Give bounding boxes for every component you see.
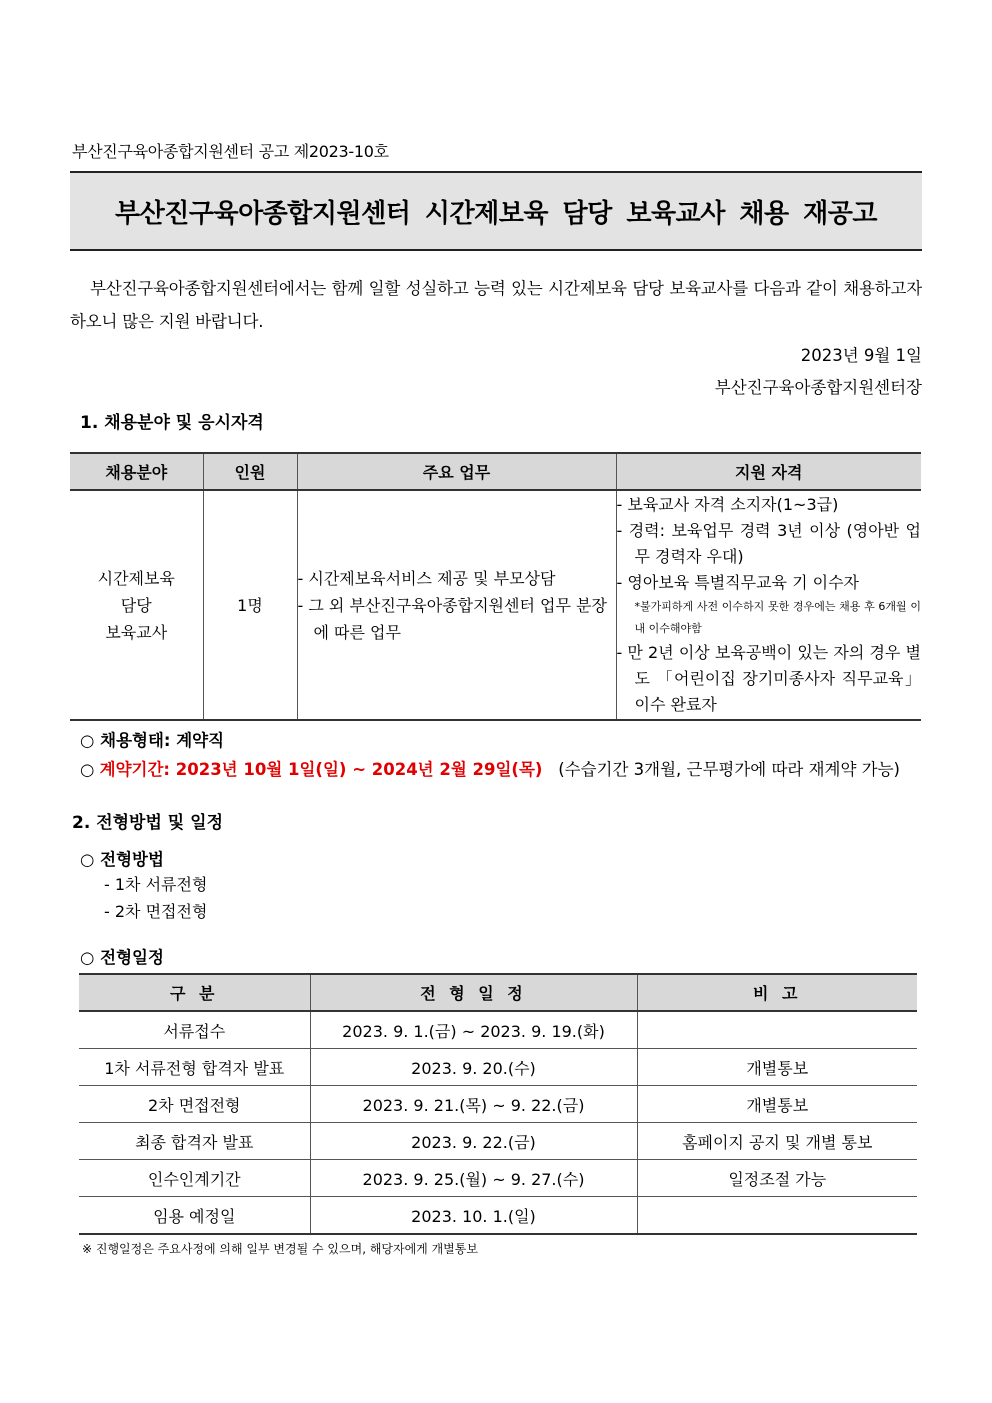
table-row	[79, 1049, 917, 1086]
recruitment-table	[70, 452, 921, 721]
schedule-date: 2023. 10. 1.(일)	[310, 1197, 637, 1235]
qualification-item: - 영아보육 특별직무교육 기 이수자	[616, 573, 860, 592]
method-item: - 1차 서류전형	[104, 875, 208, 894]
section1-heading: 1. 채용분야 및 응시자격	[80, 413, 264, 433]
schedule-date: 2023. 9. 22.(금)	[310, 1123, 637, 1160]
schedule-date: 2023. 9. 1.(금) ~ 2023. 9. 19.(화)	[310, 1011, 637, 1049]
schedule-note: 홈페이지 공지 및 개별 통보	[637, 1123, 917, 1160]
schedule-item: 최종 합격자 발표	[79, 1123, 310, 1160]
schedule-date: 2023. 9. 20.(수)	[310, 1049, 637, 1086]
schedule-heading: ○ 전형일정	[80, 948, 164, 967]
col-qualifications: 지원 자격	[616, 453, 921, 490]
field-line: 담당	[120, 595, 152, 615]
col-field: 채용분야	[70, 453, 203, 490]
col-count: 인원	[203, 453, 297, 490]
contract-period: 계약기간: 2023년 10월 1일(일) ~ 2024년 2월 29일(목)	[99, 760, 543, 779]
schedule-note: 개별통보	[637, 1049, 917, 1086]
table-row	[79, 1123, 917, 1160]
contract-note: (수습기간 3개월, 근무평가에 따라 재계약 가능)	[558, 760, 900, 779]
method-heading: ○ 전형방법	[80, 850, 164, 869]
count-cell: 1명	[203, 490, 297, 720]
table-row	[70, 490, 921, 720]
duties-cell	[297, 490, 616, 720]
col-duties: 주요 업무	[297, 453, 616, 490]
qualification-item: - 보육교사 자격 소지자(1~3급)	[616, 495, 839, 514]
signer: 부산진구육아종합지원센터장	[714, 378, 922, 397]
table-header-row	[79, 974, 917, 1011]
notice-date: 2023년 9월 1일	[800, 346, 922, 365]
qualification-item: - 만 2년 이상 보육공백이 있는 자의 경우 별도 「어린이집 장기미종사자 직무교육」이수 완료자	[616, 643, 921, 714]
qualifications-cell	[616, 490, 921, 720]
schedule-date: 2023. 9. 21.(목) ~ 9. 22.(금)	[310, 1086, 637, 1123]
employment-type: ○ 채용형태: 계약직	[80, 731, 225, 750]
duty-item: - 그 외 부산진구육아종합지원센터 업무 분장에 따른 업무	[297, 595, 607, 642]
schedule-item: 1차 서류전형 합격자 발표	[79, 1049, 310, 1086]
col-note: 비 고	[637, 974, 917, 1011]
table-row	[79, 1160, 917, 1197]
schedule-table	[79, 973, 917, 1235]
table-row	[79, 1011, 917, 1049]
page-title: 부산진구육아종합지원센터 시간제보육 담당 보육교사 채용 재공고	[114, 198, 877, 229]
schedule-note	[637, 1197, 917, 1235]
field-cell	[70, 490, 203, 720]
schedule-note: 일정조절 가능	[637, 1160, 917, 1197]
duty-item: - 시간제보육서비스 제공 및 부모상담	[297, 568, 556, 588]
schedule-note: 개별통보	[637, 1086, 917, 1123]
schedule-item: 2차 면접전형	[79, 1086, 310, 1123]
footnote: ※ 진행일정은 주요사정에 의해 일부 변경될 수 있으며, 해당자에게 개별통보	[82, 1242, 478, 1256]
field-line: 시간제보육	[97, 568, 175, 588]
contract-bullet: ○	[80, 760, 100, 779]
schedule-date: 2023. 9. 25.(월) ~ 9. 27.(수)	[310, 1160, 637, 1197]
schedule-note	[637, 1011, 917, 1049]
table-row	[79, 1086, 917, 1123]
qualification-item: - 경력: 보육업무 경력 3년 이상 (영아반 업무 경력자 우대)	[616, 521, 921, 566]
qualification-note: *불가피하게 사전 이수하지 못한 경우에는 채용 후 6개월 이내 이수해야함	[634, 600, 921, 635]
field-line: 보육교사	[105, 622, 168, 642]
method-item: - 2차 면접전형	[104, 902, 208, 921]
title-box	[70, 171, 922, 251]
table-header-row	[70, 453, 921, 490]
intro-text: 부산진구육아종합지원센터에서는 함께 일할 성실하고 능력 있는 시간제보육 담당 보육교사를 다음과 같이 채용하고자 하오니 많은 지원 바랍니다.	[70, 279, 922, 331]
intro-paragraph	[70, 272, 922, 338]
section2-heading: 2. 전형방법 및 일정	[72, 813, 223, 833]
schedule-item: 서류접수	[79, 1011, 310, 1049]
col-item: 구 분	[79, 974, 310, 1011]
notice-number: 부산진구육아종합지원센터 공고 제2023-10호	[72, 142, 389, 161]
col-schedule: 전 형 일 정	[310, 974, 637, 1011]
schedule-item: 인수인계기간	[79, 1160, 310, 1197]
contract-period-line	[80, 756, 900, 780]
table-row	[79, 1197, 917, 1235]
schedule-item: 임용 예정일	[79, 1197, 310, 1235]
